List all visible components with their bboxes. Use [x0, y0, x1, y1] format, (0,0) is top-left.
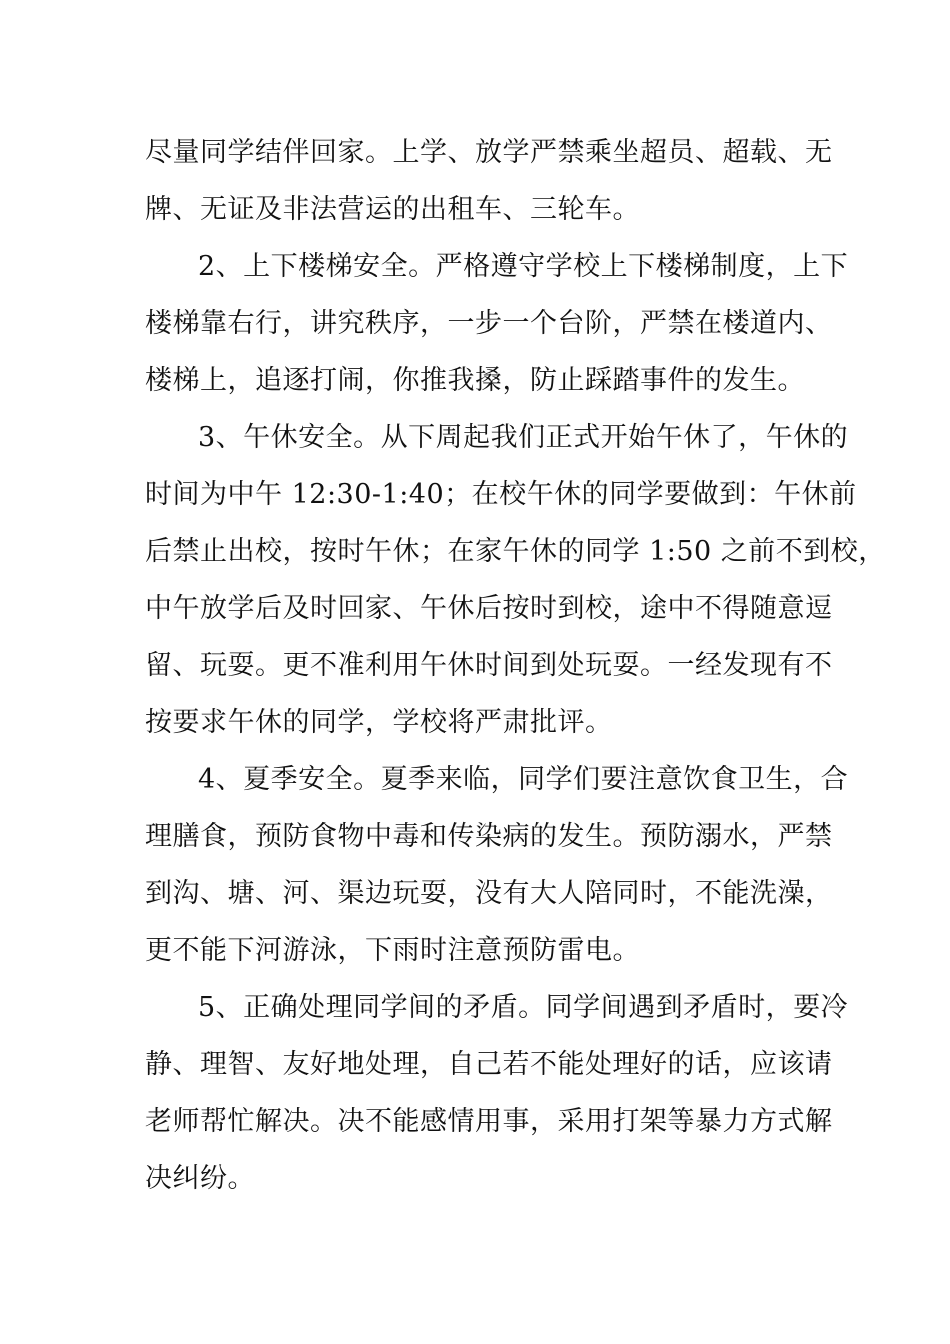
- paragraph-start-line: 2、上下楼梯安全。严格遵守学校上下楼梯制度，上下: [198, 251, 849, 282]
- paragraph-start-line: 3、午休安全。从下周起我们正式开始午休了，午休的: [198, 422, 849, 453]
- text-line: 后禁止出校，按时午休；在家午休的同学 1:50 之前不到校，: [145, 536, 886, 567]
- text-line: 牌、无证及非法营运的出租车、三轮车。: [145, 194, 640, 225]
- text-line: 决纠纷。: [145, 1163, 255, 1194]
- paragraph-start-line: 5、正确处理同学间的矛盾。同学间遇到矛盾时，要冷: [198, 992, 849, 1023]
- text-line: 理膳食，预防食物中毒和传染病的发生。预防溺水，严禁: [145, 821, 833, 852]
- text-line: 楼梯上，追逐打闹，你推我搡，防止踩踏事件的发生。: [145, 365, 805, 396]
- text-line: 老师帮忙解决。决不能感情用事，采用打架等暴力方式解: [145, 1106, 833, 1137]
- text-line: 楼梯靠右行，讲究秩序，一步一个台阶，严禁在楼道内、: [145, 308, 833, 339]
- text-line: 按要求午休的同学，学校将严肃批评。: [145, 707, 613, 738]
- text-line: 中午放学后及时回家、午休后按时到校，途中不得随意逗: [145, 593, 833, 624]
- text-line: 留、玩耍。更不准利用午休时间到处玩耍。一经发现有不: [145, 650, 833, 681]
- text-line: 更不能下河游泳，下雨时注意预防雷电。: [145, 935, 640, 966]
- text-line: 到沟、塘、河、渠边玩耍，没有大人陪同时，不能洗澡，: [145, 878, 833, 909]
- text-line: 时间为中午 12:30-1:40；在校午休的同学要做到：午休前: [145, 479, 857, 510]
- document-body: [145, 124, 886, 1207]
- paragraph-start-line: 4、夏季安全。夏季来临，同学们要注意饮食卫生，合: [198, 764, 849, 795]
- text-line: 静、理智、友好地处理，自己若不能处理好的话，应该请: [145, 1049, 833, 1080]
- text-line: 尽量同学结伴回家。上学、放学严禁乘坐超员、超载、无: [145, 137, 833, 168]
